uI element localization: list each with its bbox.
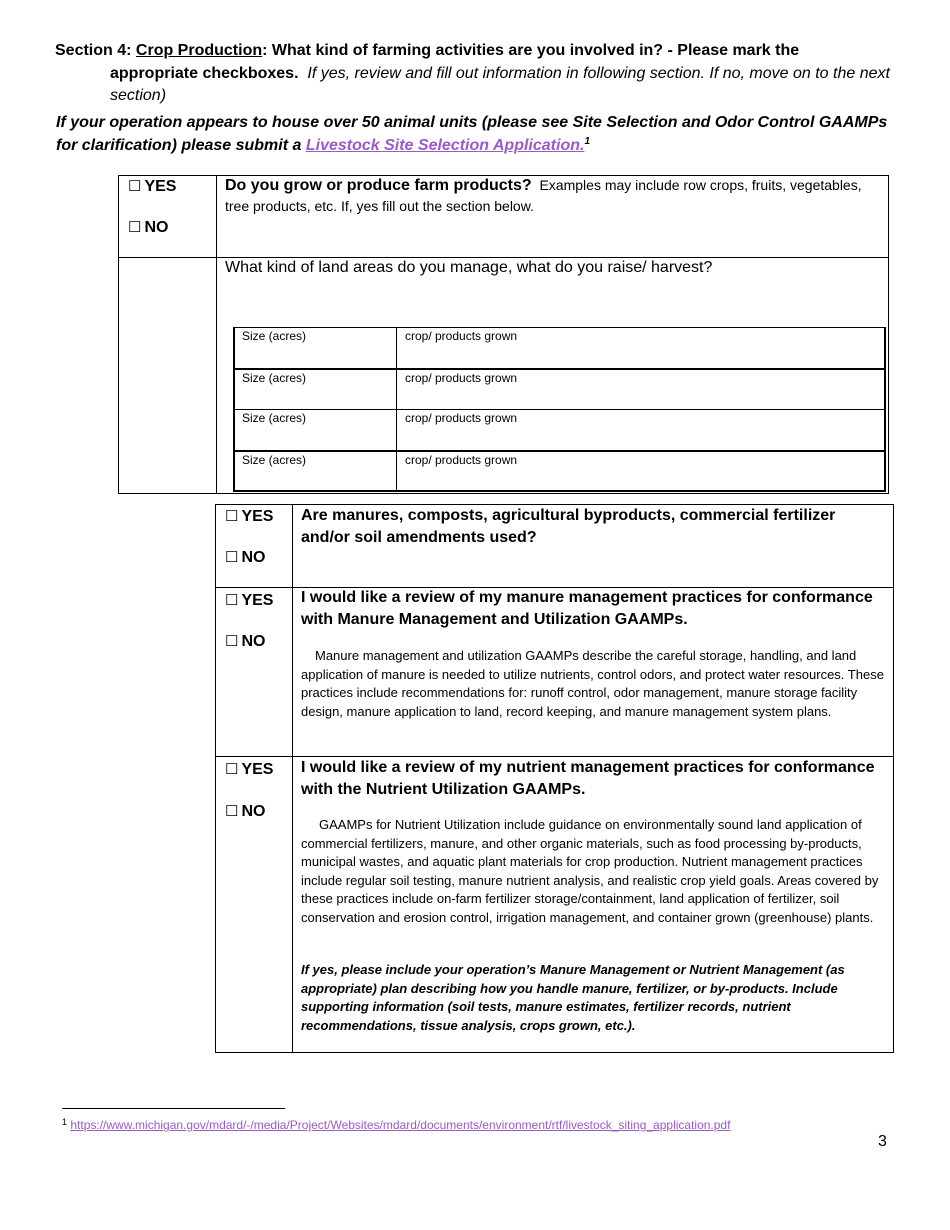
page-number: 3: [878, 1133, 887, 1150]
yes-checkbox[interactable]: [225, 591, 273, 610]
nutrient-review-description: GAAMPs for Nutrient Utilization include guidance on environmentally sound land application of commercial fertilizers, manure, and other organic materials, such as food processing by-products, municipal wastes, and aquatic plant materials for crop production. Nutrient management practices include regular soil testing, manure nutrient analysis, and realistic crop yield goals. Areas covered by these practices include on-farm fertilizer storage/containment, land application of fertilizer, soil conservation and erosion control, irrigation management, and container grown (greenhouse) plants.: [301, 817, 879, 925]
yes-checkbox[interactable]: [225, 507, 273, 526]
manures-question: Are manures, composts, agricultural byproducts, commercial fertilizer and/or soil amendments used?: [301, 507, 836, 546]
checkbox-icon: ☐: [225, 633, 239, 650]
size-field[interactable]: Size (acres): [242, 329, 307, 343]
crop-field[interactable]: crop/ products grown: [405, 371, 518, 385]
manure-review-description: Manure management and utilization GAAMPs describe the careful storage, handling, and land application of manure is needed to utilize nutrients, control odors, and protect water resources. These practices include recommendations for: runoff control, odor management, manure storage facility design, manure application to land, record keeping, and manure management system plans.: [301, 648, 884, 719]
plan-instruction: If yes, please include your operation’s Manure Management or Nutrient Management (as appropriate) plan describing how you handle manure, fertilizer, or by-products. Include supporting information (soil tests, manure estimates, fertilizer records, nutrient recommendations, tissue analysis, crops grown, etc.).: [301, 962, 845, 1033]
checkbox-icon: ☐: [225, 549, 239, 566]
checkbox-icon: ☐: [225, 508, 239, 525]
yes-label: YES: [241, 592, 274, 609]
livestock-application-link[interactable]: Livestock Site Selection Application.: [305, 136, 585, 154]
yes-checkbox[interactable]: [128, 177, 176, 196]
land-areas-question: What kind of land areas do you manage, what do you raise/ harvest?: [225, 259, 713, 276]
size-field[interactable]: Size (acres): [242, 371, 307, 385]
size-field[interactable]: Size (acres): [242, 411, 307, 425]
footnote-link[interactable]: https://www.michigan.gov/mdard/-/media/Project/Websites/mdard/documents/environment/rtf/livestock_siting_application.pdf: [70, 1118, 731, 1132]
footnote: [62, 1117, 730, 1132]
section-title: Crop Production: [135, 42, 263, 59]
section-prefix: Section 4:: [55, 42, 136, 59]
yes-label: YES: [241, 761, 274, 778]
yes-label: YES: [241, 508, 274, 525]
table-divider: [216, 175, 217, 494]
footnote-ref: 1: [584, 135, 590, 147]
livestock-note: [56, 112, 896, 157]
farm-products-question: [225, 175, 885, 217]
checkbox-icon: ☐: [128, 219, 142, 236]
no-label: NO: [241, 549, 266, 566]
checkbox-icon: ☐: [225, 803, 239, 820]
no-label: NO: [241, 803, 266, 820]
section-heading: [55, 40, 895, 108]
size-field[interactable]: Size (acres): [242, 453, 307, 467]
no-label: NO: [144, 219, 169, 236]
note-text: If your operation appears to house over 50 animal units (please see Site Selection and Odor Control GAAMPs for clarification) please submit a: [56, 114, 888, 154]
crop-field[interactable]: crop/ products grown: [405, 453, 518, 467]
section-instruction: If yes, review and fill out information in following section. If no, move on to the next section): [110, 64, 890, 104]
no-checkbox[interactable]: [225, 548, 265, 567]
no-label: NO: [241, 633, 266, 650]
nutrient-review-title: I would like a review of my nutrient management practices for conformance with the Nutrient Utilization GAAMPs.: [301, 759, 875, 798]
farm-products-question-text: Examples may include row crops, fruits, vegetables, tree products, etc. If, yes fill out the section below.: [225, 177, 862, 214]
crop-field[interactable]: crop/ products grown: [405, 329, 518, 343]
section-question-cont: appropriate checkboxes.: [110, 64, 299, 82]
checkbox-icon: ☐: [225, 761, 239, 778]
yes-checkbox[interactable]: [225, 760, 273, 779]
no-checkbox[interactable]: [128, 218, 168, 237]
manure-review-title: I would like a review of my manure management practices for conformance with Manure Management and Utilization GAAMPs.: [301, 589, 873, 628]
footnote-separator: [62, 1108, 285, 1109]
no-checkbox[interactable]: [225, 632, 265, 651]
yes-label: YES: [144, 178, 177, 195]
footnote-number: 1: [62, 1117, 68, 1127]
crop-grid-divider: [233, 368, 886, 370]
crop-grid-divider: [233, 450, 886, 452]
checkbox-icon: ☐: [225, 592, 239, 609]
no-checkbox[interactable]: [225, 802, 265, 821]
farm-products-question-bold: Do you grow or produce farm products?: [225, 177, 532, 194]
crop-field[interactable]: crop/ products grown: [405, 411, 518, 425]
crop-grid-divider: [233, 409, 886, 410]
section-question: : What kind of farming activities are you involved in? - Please mark the: [262, 42, 800, 59]
checkbox-icon: ☐: [128, 178, 142, 195]
